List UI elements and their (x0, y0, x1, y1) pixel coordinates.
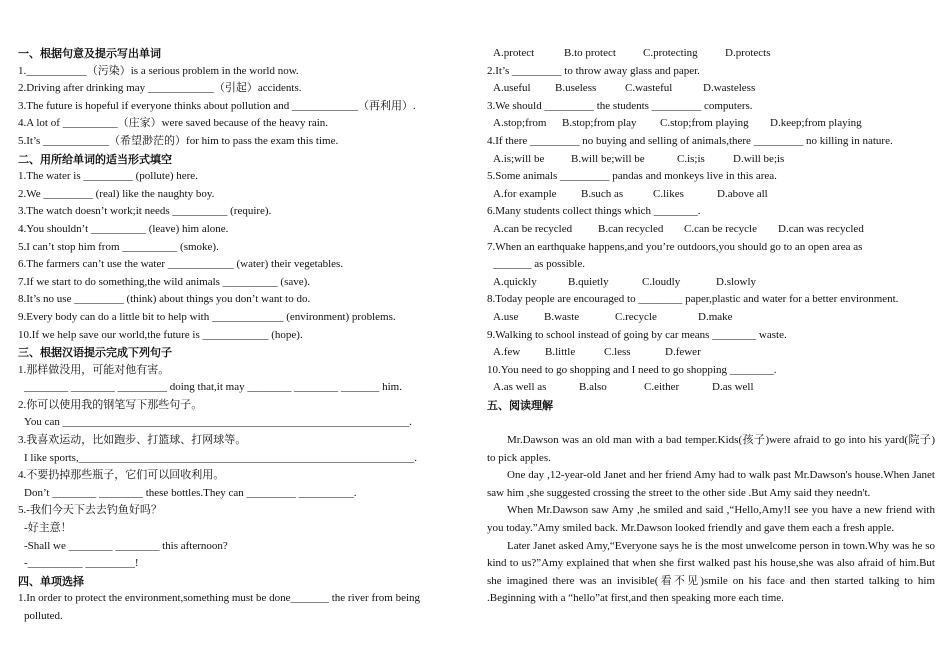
answer-options (487, 344, 935, 362)
exercise-line: 1.In order to protect the environment,something must be done_______ the river from being (18, 592, 421, 605)
exercise-line: 4.You shouldn’t __________ (leave) him alone. (18, 222, 229, 235)
answer-options (487, 151, 935, 169)
passage-paragraph: Mr.Dawson was an old man with a bad temper.Kids(孩子)were afraid to go into his yard(院子) to pick apples. (487, 434, 935, 464)
answer-options (487, 274, 935, 292)
question-line: 4.If there _________ no buying and selling of animals,there _________ no killing in nature. (487, 134, 893, 147)
question-line: 5.Some animals _________ pandas and monkeys live in this area. (487, 170, 777, 183)
answer-options (487, 379, 935, 397)
question-line: _______ as possible. (493, 258, 585, 271)
question-line: 9.Walking to school instead of going by car means ________ waste. (487, 328, 787, 341)
answer-option: D.wasteless (703, 82, 756, 95)
answer-option: D.can was recycled (778, 222, 864, 235)
question-line: 10.You need to go shopping and I need to go shopping ________. (487, 363, 777, 376)
answer-option: D.keep;from playing (770, 117, 862, 130)
exercise-line: 2.Driving after drinking may ____________（引起）accidents. (18, 82, 302, 95)
right-column (487, 45, 935, 608)
exercise-line: ________ ________ _________ doing that,it may ________ ________ _______ him. (24, 381, 402, 394)
exercise-line: 3.The future is hopeful if everyone thinks about pollution and ____________（再利用）. (18, 99, 416, 112)
reading-passage (487, 432, 935, 608)
answer-options (487, 45, 935, 63)
exercise-line: -__________ _________! (24, 557, 139, 570)
answer-option: B.such as (581, 187, 624, 200)
answer-option: C.recycle (615, 310, 657, 323)
answer-option: C.likes (653, 187, 684, 200)
answer-option: A.is;will be (493, 152, 545, 165)
exercise-line: 4.不要扔掉那些瓶子，它们可以回收利用。 (18, 469, 225, 482)
answer-option: D.fewer (665, 346, 701, 359)
answer-option: A.stop;from (493, 117, 547, 130)
spacer (487, 414, 935, 432)
answer-options (487, 309, 935, 327)
answer-options (487, 221, 935, 239)
passage-paragraph: When Mr.Dawson saw Amy ,he smiled and said ,“Hello,Amy!I see you have a new friend with you today.”Amy smiled back. Mr.Dawson looked friendly and gave them each a fresh apple. (487, 504, 935, 535)
answer-option: B.also (579, 381, 607, 394)
exercise-line: 5.I can’t stop him from __________ (smoke). (18, 240, 219, 253)
exercise-line: 3.The watch doesn’t work;it needs __________ (require). (18, 205, 272, 218)
exercise-line: 2.你可以使用我的钢笔写下那些句子。 (18, 398, 203, 411)
answer-option: A.useful (493, 82, 531, 95)
answer-option: B.to protect (564, 47, 616, 59)
left-column (18, 45, 458, 626)
answer-option: D.above all (717, 187, 768, 200)
answer-option: A.few (493, 346, 521, 359)
answer-option: D.make (698, 310, 733, 323)
multiple-choice-list (487, 45, 935, 397)
exercise-line: 5.It’s ____________（希望渺茫的）for him to pass the exam this time. (18, 134, 339, 147)
reading-heading: 五、阅读理解 (487, 398, 553, 412)
answer-option: C.can be recycle (684, 222, 757, 235)
answer-options (487, 186, 935, 204)
section-heading: 一、根据句意及提示写出单词 (18, 47, 161, 60)
exercise-line: Don’t ________ ________ these bottles.They can _________ __________. (24, 486, 357, 499)
exercise-line: 1.___________（污染）is a serious problem in the world now. (18, 64, 299, 77)
exercise-line: 10.If we help save our world,the future is ____________ (hope). (18, 328, 303, 341)
question-line: 6.Many students collect things which ________. (487, 205, 701, 218)
answer-option: A.as well as (493, 381, 547, 394)
answer-option: D.slowly (716, 275, 757, 288)
exercise-line: You can _______________________________________________________________. (24, 416, 412, 429)
answer-option: C.wasteful (625, 82, 673, 95)
answer-option: D.protects (725, 47, 771, 59)
answer-options (487, 80, 935, 98)
answer-option: B.will be;will be (571, 152, 645, 165)
exercise-line: 1.The water is _________ (pollute) here. (18, 170, 198, 183)
exercise-line: -Shall we ________ ________ this afternoon? (24, 539, 228, 552)
answer-option: A.quickly (493, 275, 537, 288)
exercise-line: 5.-我们今天下去去钓鱼好吗？ (18, 504, 162, 517)
answer-options (487, 115, 935, 133)
exercise-line: polluted. (24, 610, 63, 622)
section-heading: 二、用所给单词的适当形式填空 (18, 152, 172, 166)
answer-option: A.protect (493, 47, 535, 59)
answer-option: B.quietly (568, 275, 609, 288)
exercise-line: 4.A lot of __________（庄家）were saved because of the heavy rain. (18, 117, 329, 130)
exercise-line: -好主意！ (24, 522, 72, 535)
answer-option: C.less (604, 346, 631, 359)
exercise-line: 8.It’s no use _________ (think) about things you don’t want to do. (18, 293, 311, 306)
question-line: 7.When an earthquake happens,and you’re outdoors,you should go to an open area as (487, 240, 863, 253)
answer-option: D.will be;is (733, 152, 785, 165)
exercise-line: 1.那样做没用，可能对他有害。 (18, 363, 170, 376)
answer-option: D.as well (712, 381, 754, 394)
exercise-line: 6.The farmers can’t use the water ____________ (water) their vegetables. (18, 258, 344, 271)
answer-option: B.can recycled (598, 222, 664, 235)
question-line: 3.We should _________ the students _________ computers. (487, 99, 753, 112)
answer-option: B.waste (544, 310, 580, 323)
passage-paragraph: Later Janet asked Amy,“Everyone says he is the most unwelcome person in town.Why was he so kind to us?”Amy explained that when she first walked past his house,she was also afraid of him.But she imagined there was an invisible(看不见)smile on his face and then started talking to him .Beginning with a “hello”at first,and then speaking more each time. (487, 539, 935, 605)
question-line: 8.Today people are encouraged to ________ paper,plastic and water for a better environment. (487, 293, 899, 306)
answer-option: C.stop;from playing (660, 117, 749, 130)
answer-option: C.either (644, 381, 680, 394)
answer-option: C.protecting (643, 47, 698, 59)
answer-option: B.little (545, 346, 576, 359)
exercise-line: 2.We _________ (real) like the naughty boy. (18, 187, 215, 200)
answer-option: B.useless (555, 82, 597, 95)
answer-option: C.is;is (677, 152, 705, 165)
answer-option: A.use (493, 310, 519, 323)
exercise-line: 7.If we start to do something,the wild animals __________ (save). (18, 275, 311, 288)
answer-option: B.stop;from play (562, 117, 637, 130)
answer-option: A.can be recycled (493, 222, 573, 235)
answer-option: C.loudly (642, 275, 681, 288)
answer-option: A.for example (493, 187, 557, 200)
exercise-line: 3.我喜欢运动，比如跑步、打篮球、打网球等。 (18, 434, 247, 447)
question-line: 2.It’s _________ to throw away glass and paper. (487, 64, 700, 77)
section-heading: 四、单项选择 (18, 574, 84, 588)
passage-paragraph: One day ,12-year-old Janet and her friend Amy had to walk past Mr.Dawson's house.When Janet saw him ,she suggested crossing the street to the other side .But Amy said they needn't. (487, 469, 935, 499)
exercise-line: I like sports,_____________________________________________________________. (24, 451, 417, 464)
section-heading: 三、根据汉语提示完成下列句子 (18, 346, 172, 360)
exercise-line: 9.Every body can do a little bit to help with _____________ (environment) problems. (18, 310, 396, 323)
